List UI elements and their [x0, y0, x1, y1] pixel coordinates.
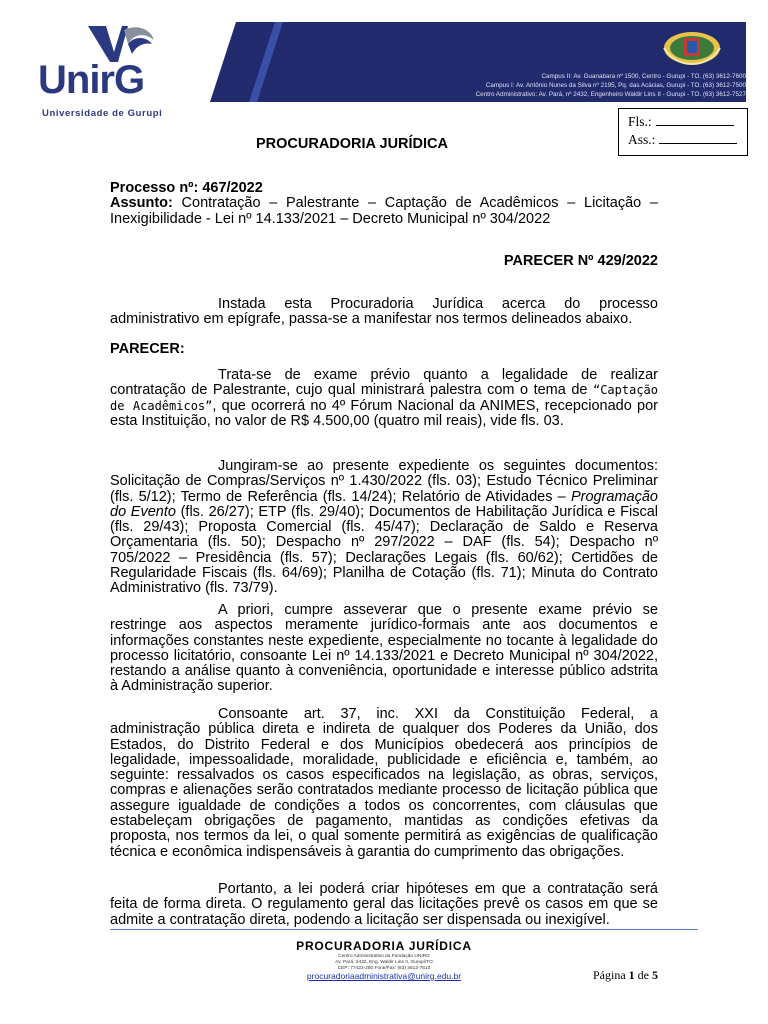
assunto-text: Contratação – Palestrante – Captação de Acadêmicos – Licitação – Inexigibilidade - Lei nº 14.133/2021 – Decreto Municipal nº 304/2022: [110, 195, 658, 227]
footer-address-line: Centro Administrativo da Fundação UNIRG: [338, 954, 430, 959]
processo-number: Processo nº: 467/2022: [110, 180, 263, 196]
p2-text-b: (fls. 26/27); ETP (fls. 29/40); Documentos de Habilitação Jurídica e Fiscal (fls. 29/43); Proposta Comercial (fls. 45/47); Declaração de Saldo e Reserva Orçamentaria (fls. 50); Despacho nº 297/2022 – DAF (fls. 54); Despacho nº 705/2022 – Presidência (fls. 57); Declarações Legais (fls. 60/62); Certidões de Regularidade Fiscais (fls. 64/69); Planilha de Cotação (fls. 71); Minuta do Contrato Administrativo (fls. 73/79).: [110, 503, 658, 597]
p2-italic: Programação do Evento: [110, 488, 658, 520]
p1-text-b: , que ocorrerá no 4º Fórum Nacional da ANIMES, recepcionado por esta Instituição, no valor de R$ 4.500,00 (quatro mil reais), vide fls. 03.: [110, 397, 658, 429]
page-label: Página: [593, 968, 626, 982]
p1-text-a: Trata-se de exame prévio quanto a legalidade de realizar contratação de Palestrante, cujo qual ministrará palestra com o tema de: [110, 367, 658, 399]
paragraph-5: [110, 882, 658, 928]
ass-line: [659, 133, 737, 144]
ass-row: [628, 132, 737, 148]
campus-address-line: Centro Administrativo: Av. Pará, nº 2432, Engenheiro Waldir Lins II - Gurupi - TO. (63) 3612-7527: [475, 91, 746, 99]
fls-line: [656, 115, 734, 126]
ass-label: Ass.:: [628, 132, 656, 147]
logo-wordmark: UnirG: [38, 58, 145, 102]
intro-text: Instada esta Procuradoria Jurídica acerca do processo administrativo em epígrafe, passa-se a manifestar nos termos delineados abaixo.: [110, 296, 658, 328]
fls-row: [628, 114, 734, 130]
page-stamp-box: [618, 108, 748, 156]
logo-subtitle: Universidade de Gurupi: [42, 108, 163, 119]
paragraph-3: [110, 603, 658, 695]
document-title: PROCURADORIA JURÍDICA: [256, 136, 448, 152]
footer-title: PROCURADORIA JURÍDICA: [296, 939, 472, 953]
paragraph-1: [110, 368, 658, 429]
page-number: [593, 968, 658, 983]
page-of: de: [637, 968, 649, 982]
intro-paragraph: [110, 297, 658, 328]
paragraph-2: [110, 459, 658, 597]
assunto-label: Assunto:: [110, 195, 173, 211]
parecer-number: PARECER Nº 429/2022: [503, 253, 658, 269]
campus-address-line: Campus I: Av. Antônio Nunes da Silva nº 2195, Pq. das Acácias, Gurupi - TO. (63) 3612-7500: [485, 82, 746, 90]
municipal-crest-icon: [662, 30, 722, 66]
assunto-block: [110, 195, 658, 227]
campus-address-line: Campus II: Av. Guanabara nº 1500, Centro - Gurupi - TO. (63) 3612-7600: [541, 73, 746, 80]
unirg-logo: [36, 22, 186, 119]
letterhead-banner: [0, 0, 768, 119]
p2-text-a: Jungiram-se ao presente expediente os seguintes documentos: Solicitação de Compras/Serviços nº 1.430/2022 (fls. 03); Estudo Técnico Preliminar (fls. 5/12); Termo de Referência (fls. 14/24); Relatório de Atividades –: [110, 458, 658, 505]
footer-address-line: Av. Pará, 2432, Eng. Waldir Lins II, Gurupi/TO: [335, 960, 433, 965]
p3-text: A priori, cumpre asseverar que o presente exame prévio se restringe aos aspectos meramente jurídico-formais ante aos documentos e informações constantes neste expediente, especialmente no tocante à legalidade do processo licitatório, consoante Lei nº 14.133/2021 e Decreto Municipal nº 304/2022, restando a análise quanto à conveniência, oportunidade e interesse público adstrita à Administração superior.: [110, 602, 658, 695]
campus-address-list: [476, 72, 746, 100]
footer-divider: [110, 929, 698, 930]
parecer-heading: PARECER:: [110, 341, 185, 357]
footer-address-line: CEP: 77423-250 Fone/Fax: (63) 3612-7513: [337, 966, 431, 971]
p5-text: Portanto, a lei poderá criar hipóteses em que a contratação será feita de forma direta. O regulamento geral das licitações prevê os casos em que se admite a contratação direta, podendo a licitação ser dispensada ou inexigível.: [110, 881, 658, 928]
fls-label: Fls.:: [628, 114, 652, 129]
p1-quote: “Captação de Acadêmicos”: [110, 383, 658, 413]
paragraph-4: [110, 707, 658, 860]
footer-email-link[interactable]: procuradoriaadministrativa@unirg.edu.br: [306, 971, 462, 981]
page-total: 5: [652, 968, 658, 982]
p4-text: Consoante art. 37, inc. XXI da Constituição Federal, a administração pública direta e indireta de qualquer dos Poderes da União, dos Estados, do Distrito Federal e dos Municípios obedecerá aos princípios de legalidade, impessoalidade, moralidade, publicidade e eficiência e, também, ao seguinte: ressalvados os casos especificados na legislação, as obras, serviços, compras e alienações serão contratados mediante processo de licitação pública que assegure igualdade de condições a todos os concorrentes, com cláusulas que estabeleçam obrigações de pagamento, mantidas as condições efetivas da proposta, nos termos da lei, o qual somente permitirá as exigências de qualificação técnica e econômica indispensáveis à garantia do cumprimento das obrigações.: [110, 706, 658, 860]
page-current: 1: [628, 968, 635, 982]
